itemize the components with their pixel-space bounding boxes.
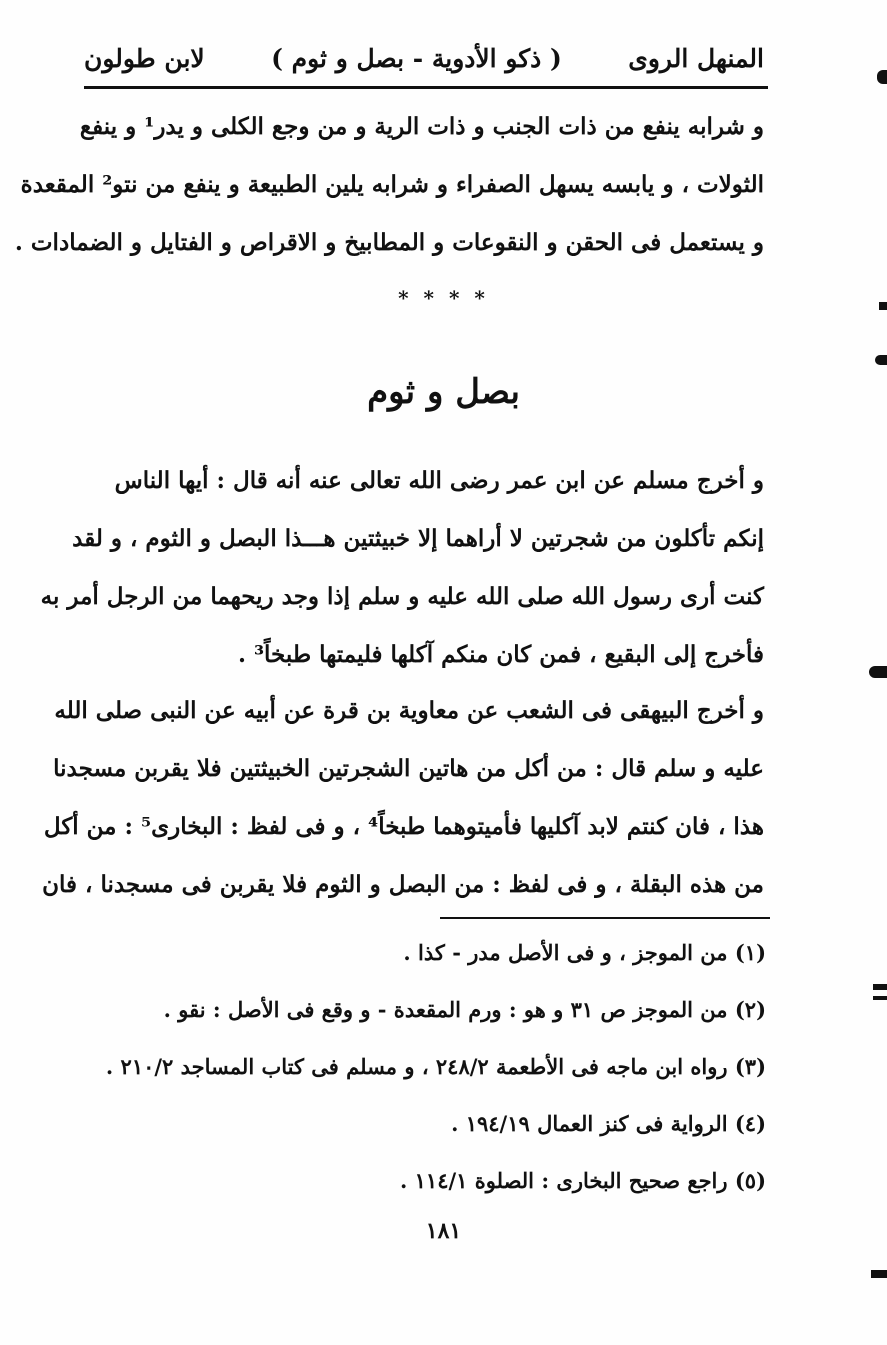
- page-number: ١٨١: [425, 1218, 462, 1244]
- header-rule: [84, 86, 768, 89]
- section-separator: * * * *: [398, 286, 489, 310]
- footnote-rule: [440, 917, 770, 919]
- header-section: ( ذكو الأدوية - بصل و ثوم ): [271, 43, 562, 73]
- scan-margin-mark: [873, 996, 887, 1000]
- scan-margin-mark: [869, 666, 887, 678]
- text-line: و أخرج البيهقى فى الشعب عن معاوية بن قرة عن أبيه عن النبى صلى الله: [54, 697, 764, 724]
- header-author: لابن طولون: [84, 43, 205, 73]
- text-line: فأخرج إلى البقيع ، فمن كان منكم آكلها فليمتها طبخاً³ .: [237, 641, 764, 668]
- text-line: الثولات ، و يابسه يسهل الصفراء و شرابه يلين الطبيعة و ينفع من نتو² المقعدة: [20, 171, 764, 198]
- footnote: (١) من الموجز ، و فى الأصل مدر - كذا .: [403, 940, 766, 965]
- text-line: هذا ، فان كنتم لابد آكليها فأميتوهما طبخاً⁴ ، و فى لفظ : البخارى⁵ : من أكل: [43, 813, 764, 840]
- footnotes: [105, 924, 766, 1209]
- paragraph-2: [42, 682, 764, 914]
- text-line: من هذه البقلة ، و فى لفظ : من البصل و الثوم فلا يقربن فى مسجدنا ، فان: [42, 871, 764, 898]
- scan-margin-mark: [875, 355, 887, 365]
- footnote: (٤) الرواية فى كنز العمال ١٩٤/١٩ .: [451, 1111, 766, 1136]
- footnote: (٣) رواه ابن ماجه فى الأطعمة ٢٤٨/٢ ، و مسلم فى كتاب المساجد ٢١٠/٢ .: [105, 1054, 766, 1079]
- scan-margin-mark: [871, 1270, 887, 1278]
- text-line: عليه و سلم قال : من أكل من هاتين الشجرتين الخبيثتين فلا يقربن مسجدنا: [53, 755, 764, 782]
- scan-margin-mark: [879, 302, 887, 310]
- scan-margin-mark: [877, 70, 887, 84]
- text-line: كنت أرى رسول الله صلى الله عليه و سلم إذا وجد ريحهما من الرجل أمر به: [40, 583, 764, 610]
- footnote: (٥) راجع صحيح البخارى : الصلوة ١١٤/١ .: [400, 1168, 766, 1193]
- section-title: بصل و ثوم: [367, 372, 520, 412]
- paragraph-1: [40, 452, 764, 684]
- footnote: (٢) من الموجز ص ٣١ و هو : ورم المقعدة - و وقع فى الأصل : نقو .: [163, 997, 766, 1022]
- text-line: و أخرج مسلم عن ابن عمر رضى الله تعالى عنه أنه قال : أيها الناس: [114, 467, 764, 494]
- text-line: و يستعمل فى الحقن و النقوعات و المطابيخ و الاقراص و الفتايل و الضمادات .: [14, 229, 764, 256]
- intro-paragraph: [14, 98, 764, 272]
- running-header: [84, 36, 764, 80]
- scan-margin-mark: [873, 984, 887, 990]
- text-line: و شرابه ينفع من ذات الجنب و ذات الرية و من وجع الكلى و يدر¹ و ينفع: [79, 113, 764, 140]
- text-line: إنكم تأكلون من شجرتين لا أراهما إلا خبيثتين هـــذا البصل و الثوم ، و لقد: [72, 525, 764, 552]
- header-book-title: المنهل الروى: [628, 43, 764, 73]
